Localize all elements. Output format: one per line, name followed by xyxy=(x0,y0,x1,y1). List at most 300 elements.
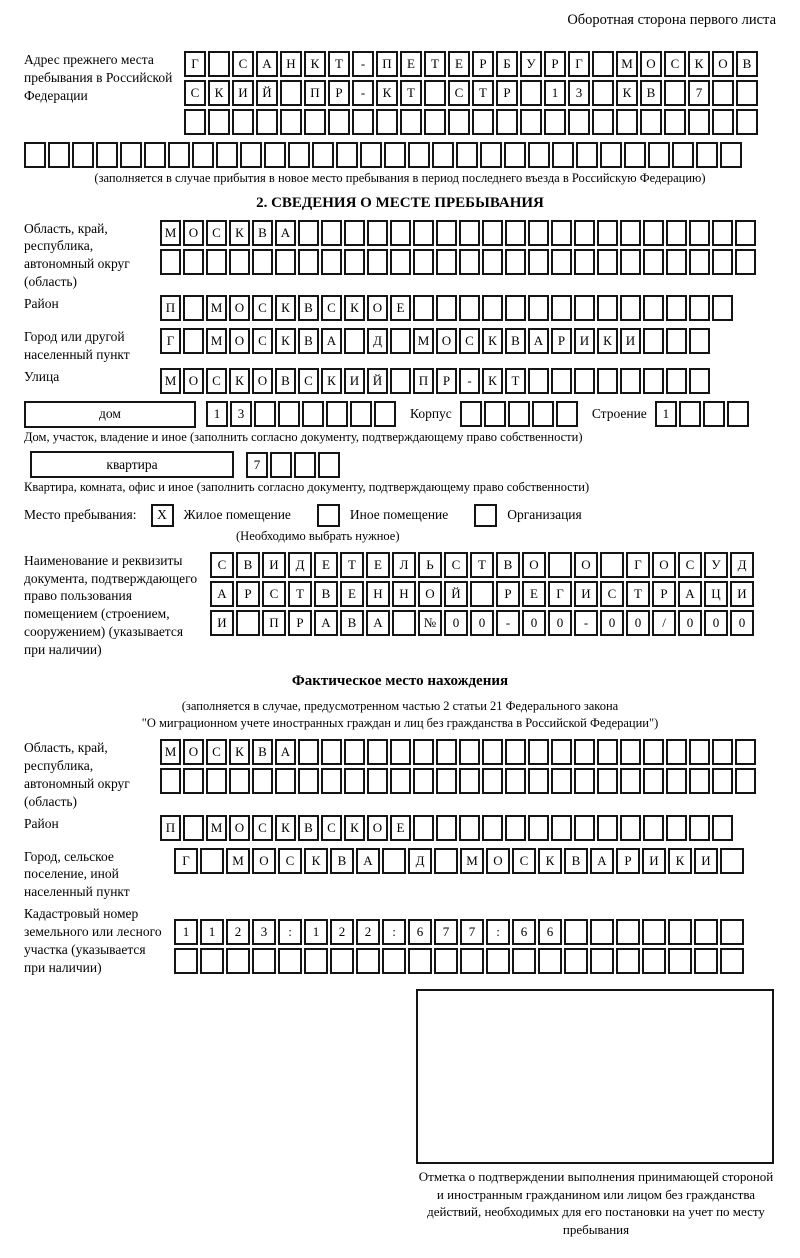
char-cell[interactable] xyxy=(275,249,296,275)
char-cell[interactable]: С xyxy=(321,815,342,841)
char-cell[interactable] xyxy=(551,739,572,765)
char-cell[interactable] xyxy=(620,815,641,841)
char-cell[interactable] xyxy=(504,142,526,168)
char-cell[interactable] xyxy=(590,919,614,945)
char-cell[interactable] xyxy=(459,249,480,275)
char-cell[interactable] xyxy=(192,142,214,168)
char-cell[interactable]: И xyxy=(574,581,598,607)
char-cell[interactable] xyxy=(597,739,618,765)
char-cell[interactable] xyxy=(643,328,664,354)
char-cell[interactable] xyxy=(226,948,250,974)
char-cell[interactable] xyxy=(551,295,572,321)
char-cell[interactable] xyxy=(288,142,310,168)
char-cell[interactable] xyxy=(689,368,710,394)
char-cell[interactable]: Й xyxy=(444,581,468,607)
char-cell[interactable]: Р xyxy=(436,368,457,394)
char-cell[interactable] xyxy=(551,768,572,794)
char-cell[interactable]: 6 xyxy=(538,919,562,945)
korpus-cells[interactable] xyxy=(460,401,578,427)
char-cell[interactable]: К xyxy=(597,328,618,354)
char-cell[interactable] xyxy=(528,368,549,394)
char-cell[interactable] xyxy=(712,80,734,106)
char-cell[interactable] xyxy=(216,142,238,168)
char-cell[interactable]: И xyxy=(620,328,641,354)
char-cell[interactable] xyxy=(694,948,718,974)
char-cell[interactable] xyxy=(321,220,342,246)
char-cell[interactable] xyxy=(556,401,578,427)
char-cell[interactable]: Р xyxy=(236,581,260,607)
char-cell[interactable] xyxy=(382,948,406,974)
char-cell[interactable]: А xyxy=(256,51,278,77)
char-cell[interactable] xyxy=(597,368,618,394)
char-cell[interactable]: 1 xyxy=(655,401,677,427)
char-cell[interactable]: / xyxy=(652,610,676,636)
char-cell[interactable]: О xyxy=(418,581,442,607)
fact-oblast-row-2[interactable] xyxy=(160,768,756,794)
char-cell[interactable] xyxy=(344,768,365,794)
char-cell[interactable] xyxy=(254,401,276,427)
char-cell[interactable] xyxy=(456,142,478,168)
char-cell[interactable]: Р xyxy=(496,80,518,106)
char-cell[interactable] xyxy=(616,919,640,945)
char-cell[interactable]: 7 xyxy=(460,919,484,945)
char-cell[interactable]: С xyxy=(206,220,227,246)
char-cell[interactable]: Т xyxy=(328,51,350,77)
char-cell[interactable]: О xyxy=(252,368,273,394)
char-cell[interactable] xyxy=(367,220,388,246)
char-cell[interactable]: П xyxy=(262,610,286,636)
char-cell[interactable]: О xyxy=(522,552,546,578)
char-cell[interactable] xyxy=(689,815,710,841)
char-cell[interactable] xyxy=(436,815,457,841)
char-cell[interactable] xyxy=(548,552,572,578)
char-cell[interactable]: 0 xyxy=(548,610,572,636)
char-cell[interactable] xyxy=(448,109,470,135)
char-cell[interactable]: Н xyxy=(392,581,416,607)
char-cell[interactable] xyxy=(512,948,536,974)
char-cell[interactable]: П xyxy=(413,368,434,394)
char-cell[interactable] xyxy=(312,142,334,168)
char-cell[interactable] xyxy=(168,142,190,168)
char-cell[interactable]: С xyxy=(252,328,273,354)
char-cell[interactable]: О xyxy=(486,848,510,874)
char-cell[interactable] xyxy=(270,452,292,478)
char-cell[interactable] xyxy=(304,109,326,135)
char-cell[interactable]: 0 xyxy=(730,610,754,636)
char-cell[interactable] xyxy=(208,51,230,77)
char-cell[interactable] xyxy=(689,249,710,275)
char-cell[interactable] xyxy=(538,948,562,974)
char-cell[interactable] xyxy=(229,249,250,275)
char-cell[interactable]: 1 xyxy=(200,919,224,945)
char-cell[interactable] xyxy=(184,109,206,135)
char-cell[interactable]: С xyxy=(448,80,470,106)
char-cell[interactable] xyxy=(720,142,742,168)
char-cell[interactable] xyxy=(505,220,526,246)
char-cell[interactable]: Л xyxy=(392,552,416,578)
char-cell[interactable]: В xyxy=(330,848,354,874)
char-cell[interactable] xyxy=(592,109,614,135)
char-cell[interactable]: И xyxy=(694,848,718,874)
char-cell[interactable]: Д xyxy=(408,848,432,874)
char-cell[interactable]: И xyxy=(574,328,595,354)
char-cell[interactable]: П xyxy=(304,80,326,106)
char-cell[interactable] xyxy=(592,80,614,106)
char-cell[interactable]: К xyxy=(482,368,503,394)
char-cell[interactable] xyxy=(551,368,572,394)
char-cell[interactable] xyxy=(24,142,46,168)
char-cell[interactable] xyxy=(712,109,734,135)
char-cell[interactable] xyxy=(436,739,457,765)
char-cell[interactable]: У xyxy=(704,552,728,578)
char-cell[interactable]: С xyxy=(278,848,302,874)
char-cell[interactable] xyxy=(564,919,588,945)
char-cell[interactable]: Е xyxy=(366,552,390,578)
char-cell[interactable]: С xyxy=(321,295,342,321)
char-cell[interactable]: 0 xyxy=(678,610,702,636)
char-cell[interactable] xyxy=(616,109,638,135)
char-cell[interactable]: А xyxy=(356,848,380,874)
zhiloe-checkbox[interactable]: X xyxy=(151,504,174,527)
char-cell[interactable]: 0 xyxy=(522,610,546,636)
char-cell[interactable] xyxy=(712,815,733,841)
prev-address-row-2[interactable] xyxy=(184,80,758,106)
char-cell[interactable]: Д xyxy=(367,328,388,354)
stroenie-cells[interactable] xyxy=(655,401,749,427)
char-cell[interactable] xyxy=(735,768,756,794)
char-cell[interactable] xyxy=(206,249,227,275)
char-cell[interactable]: Т xyxy=(340,552,364,578)
char-cell[interactable] xyxy=(642,919,666,945)
ulitsa-row[interactable] xyxy=(160,368,710,394)
char-cell[interactable] xyxy=(666,328,687,354)
char-cell[interactable]: М xyxy=(206,815,227,841)
char-cell[interactable]: О xyxy=(229,295,250,321)
char-cell[interactable] xyxy=(252,249,273,275)
char-cell[interactable]: С xyxy=(512,848,536,874)
char-cell[interactable]: Е xyxy=(400,51,422,77)
char-cell[interactable] xyxy=(592,51,614,77)
char-cell[interactable]: М xyxy=(413,328,434,354)
kvartira-cells[interactable] xyxy=(246,452,340,478)
char-cell[interactable] xyxy=(472,109,494,135)
char-cell[interactable] xyxy=(344,220,365,246)
char-cell[interactable] xyxy=(520,109,542,135)
gorod-row[interactable] xyxy=(160,328,710,354)
char-cell[interactable]: - xyxy=(352,80,374,106)
char-cell[interactable] xyxy=(712,220,733,246)
char-cell[interactable]: Т xyxy=(424,51,446,77)
char-cell[interactable] xyxy=(727,401,749,427)
char-cell[interactable]: М xyxy=(160,739,181,765)
char-cell[interactable] xyxy=(336,142,358,168)
char-cell[interactable] xyxy=(374,401,396,427)
char-cell[interactable] xyxy=(643,295,664,321)
char-cell[interactable] xyxy=(574,768,595,794)
char-cell[interactable]: Г xyxy=(160,328,181,354)
char-cell[interactable]: К xyxy=(344,295,365,321)
char-cell[interactable]: 0 xyxy=(704,610,728,636)
doc-row-2[interactable] xyxy=(210,581,754,607)
char-cell[interactable] xyxy=(408,948,432,974)
char-cell[interactable] xyxy=(694,919,718,945)
char-cell[interactable] xyxy=(712,739,733,765)
char-cell[interactable]: : xyxy=(382,919,406,945)
char-cell[interactable] xyxy=(597,295,618,321)
char-cell[interactable] xyxy=(278,401,300,427)
char-cell[interactable] xyxy=(551,220,572,246)
char-cell[interactable] xyxy=(643,815,664,841)
char-cell[interactable] xyxy=(344,249,365,275)
char-cell[interactable] xyxy=(643,249,664,275)
char-cell[interactable]: К xyxy=(482,328,503,354)
char-cell[interactable] xyxy=(597,220,618,246)
char-cell[interactable] xyxy=(460,401,482,427)
char-cell[interactable] xyxy=(648,142,670,168)
char-cell[interactable] xyxy=(597,249,618,275)
char-cell[interactable]: Т xyxy=(288,581,312,607)
char-cell[interactable]: А xyxy=(275,220,296,246)
char-cell[interactable] xyxy=(48,142,70,168)
char-cell[interactable]: Е xyxy=(314,552,338,578)
char-cell[interactable] xyxy=(236,610,260,636)
char-cell[interactable] xyxy=(390,328,411,354)
char-cell[interactable]: А xyxy=(210,581,234,607)
char-cell[interactable] xyxy=(352,109,374,135)
char-cell[interactable]: Й xyxy=(256,80,278,106)
char-cell[interactable] xyxy=(367,739,388,765)
char-cell[interactable] xyxy=(280,80,302,106)
char-cell[interactable]: Р xyxy=(472,51,494,77)
char-cell[interactable]: 7 xyxy=(246,452,268,478)
char-cell[interactable] xyxy=(252,768,273,794)
char-cell[interactable] xyxy=(508,401,530,427)
char-cell[interactable]: Г xyxy=(548,581,572,607)
char-cell[interactable] xyxy=(294,452,316,478)
char-cell[interactable] xyxy=(413,739,434,765)
char-cell[interactable] xyxy=(703,401,725,427)
char-cell[interactable] xyxy=(206,768,227,794)
char-cell[interactable] xyxy=(696,142,718,168)
char-cell[interactable] xyxy=(590,948,614,974)
char-cell[interactable]: И xyxy=(730,581,754,607)
char-cell[interactable]: 0 xyxy=(626,610,650,636)
char-cell[interactable]: Н xyxy=(280,51,302,77)
char-cell[interactable] xyxy=(712,768,733,794)
char-cell[interactable] xyxy=(505,295,526,321)
char-cell[interactable] xyxy=(183,295,204,321)
char-cell[interactable]: М xyxy=(160,220,181,246)
char-cell[interactable] xyxy=(413,220,434,246)
char-cell[interactable] xyxy=(528,815,549,841)
char-cell[interactable]: 2 xyxy=(330,919,354,945)
char-cell[interactable] xyxy=(434,948,458,974)
char-cell[interactable]: К xyxy=(229,368,250,394)
char-cell[interactable]: О xyxy=(183,739,204,765)
char-cell[interactable]: И xyxy=(344,368,365,394)
char-cell[interactable] xyxy=(424,80,446,106)
char-cell[interactable]: : xyxy=(486,919,510,945)
dom-type-box[interactable]: дом xyxy=(24,401,196,428)
char-cell[interactable]: П xyxy=(160,815,181,841)
char-cell[interactable] xyxy=(326,401,348,427)
char-cell[interactable]: : xyxy=(278,919,302,945)
char-cell[interactable] xyxy=(600,142,622,168)
char-cell[interactable] xyxy=(344,739,365,765)
kadastr-row-2[interactable] xyxy=(174,948,744,974)
char-cell[interactable]: О xyxy=(574,552,598,578)
char-cell[interactable] xyxy=(643,368,664,394)
char-cell[interactable] xyxy=(160,249,181,275)
char-cell[interactable]: О xyxy=(183,220,204,246)
prev-address-row-3[interactable] xyxy=(184,109,758,135)
char-cell[interactable]: Е xyxy=(390,815,411,841)
char-cell[interactable]: Ь xyxy=(418,552,442,578)
char-cell[interactable] xyxy=(278,948,302,974)
char-cell[interactable] xyxy=(183,249,204,275)
char-cell[interactable]: В xyxy=(505,328,526,354)
char-cell[interactable]: С xyxy=(206,739,227,765)
char-cell[interactable]: Р xyxy=(652,581,676,607)
char-cell[interactable]: Р xyxy=(328,80,350,106)
char-cell[interactable]: Р xyxy=(496,581,520,607)
char-cell[interactable]: - xyxy=(574,610,598,636)
prev-address-row-4[interactable] xyxy=(24,142,776,168)
inoe-checkbox[interactable] xyxy=(317,504,340,527)
char-cell[interactable]: 0 xyxy=(470,610,494,636)
char-cell[interactable] xyxy=(643,739,664,765)
char-cell[interactable]: С xyxy=(252,815,273,841)
char-cell[interactable] xyxy=(643,768,664,794)
char-cell[interactable] xyxy=(574,739,595,765)
char-cell[interactable]: Г xyxy=(174,848,198,874)
char-cell[interactable] xyxy=(183,328,204,354)
char-cell[interactable] xyxy=(96,142,118,168)
char-cell[interactable]: О xyxy=(229,815,250,841)
char-cell[interactable]: В xyxy=(252,739,273,765)
char-cell[interactable] xyxy=(528,249,549,275)
char-cell[interactable] xyxy=(576,142,598,168)
char-cell[interactable]: А xyxy=(528,328,549,354)
char-cell[interactable]: О xyxy=(652,552,676,578)
char-cell[interactable] xyxy=(620,220,641,246)
char-cell[interactable]: К xyxy=(275,328,296,354)
char-cell[interactable] xyxy=(486,948,510,974)
char-cell[interactable] xyxy=(666,220,687,246)
char-cell[interactable] xyxy=(720,948,744,974)
char-cell[interactable] xyxy=(280,109,302,135)
char-cell[interactable]: - xyxy=(459,368,480,394)
char-cell[interactable] xyxy=(459,768,480,794)
char-cell[interactable]: О xyxy=(436,328,457,354)
char-cell[interactable]: 3 xyxy=(230,401,252,427)
char-cell[interactable] xyxy=(642,948,666,974)
char-cell[interactable] xyxy=(72,142,94,168)
char-cell[interactable]: В xyxy=(640,80,662,106)
char-cell[interactable]: Т xyxy=(472,80,494,106)
char-cell[interactable]: Е xyxy=(522,581,546,607)
char-cell[interactable]: М xyxy=(226,848,250,874)
char-cell[interactable] xyxy=(544,109,566,135)
char-cell[interactable]: Г xyxy=(568,51,590,77)
char-cell[interactable]: Е xyxy=(390,295,411,321)
char-cell[interactable]: 3 xyxy=(252,919,276,945)
dom-number-cells[interactable] xyxy=(206,401,396,427)
char-cell[interactable] xyxy=(318,452,340,478)
char-cell[interactable]: О xyxy=(229,328,250,354)
char-cell[interactable]: В xyxy=(275,368,296,394)
char-cell[interactable]: Р xyxy=(551,328,572,354)
char-cell[interactable] xyxy=(298,220,319,246)
char-cell[interactable] xyxy=(679,401,701,427)
char-cell[interactable]: О xyxy=(640,51,662,77)
char-cell[interactable]: С xyxy=(206,368,227,394)
fact-gorod-row[interactable] xyxy=(174,848,744,874)
char-cell[interactable] xyxy=(552,142,574,168)
char-cell[interactable] xyxy=(666,815,687,841)
char-cell[interactable]: К xyxy=(304,51,326,77)
char-cell[interactable]: В xyxy=(496,552,520,578)
char-cell[interactable]: Р xyxy=(288,610,312,636)
char-cell[interactable] xyxy=(482,815,503,841)
char-cell[interactable] xyxy=(574,295,595,321)
char-cell[interactable] xyxy=(400,109,422,135)
char-cell[interactable]: М xyxy=(206,328,227,354)
char-cell[interactable]: Г xyxy=(626,552,650,578)
char-cell[interactable] xyxy=(390,220,411,246)
prev-address-row-1[interactable] xyxy=(184,51,758,77)
char-cell[interactable]: С xyxy=(459,328,480,354)
char-cell[interactable]: К xyxy=(688,51,710,77)
char-cell[interactable]: 7 xyxy=(434,919,458,945)
char-cell[interactable] xyxy=(459,295,480,321)
char-cell[interactable]: К xyxy=(616,80,638,106)
char-cell[interactable] xyxy=(666,295,687,321)
char-cell[interactable] xyxy=(735,249,756,275)
char-cell[interactable] xyxy=(532,401,554,427)
char-cell[interactable] xyxy=(528,142,550,168)
char-cell[interactable]: Р xyxy=(616,848,640,874)
char-cell[interactable]: В xyxy=(736,51,758,77)
char-cell[interactable] xyxy=(367,249,388,275)
char-cell[interactable]: У xyxy=(520,51,542,77)
char-cell[interactable] xyxy=(144,142,166,168)
char-cell[interactable] xyxy=(735,220,756,246)
char-cell[interactable] xyxy=(367,768,388,794)
char-cell[interactable]: № xyxy=(418,610,442,636)
char-cell[interactable] xyxy=(551,249,572,275)
char-cell[interactable] xyxy=(459,815,480,841)
char-cell[interactable] xyxy=(413,815,434,841)
char-cell[interactable] xyxy=(484,401,506,427)
char-cell[interactable] xyxy=(620,368,641,394)
char-cell[interactable] xyxy=(624,142,646,168)
org-checkbox[interactable] xyxy=(474,504,497,527)
char-cell[interactable]: 0 xyxy=(444,610,468,636)
char-cell[interactable] xyxy=(459,739,480,765)
char-cell[interactable]: С xyxy=(664,51,686,77)
char-cell[interactable] xyxy=(672,142,694,168)
char-cell[interactable] xyxy=(208,109,230,135)
char-cell[interactable]: С xyxy=(298,368,319,394)
char-cell[interactable]: 2 xyxy=(356,919,380,945)
char-cell[interactable] xyxy=(568,109,590,135)
char-cell[interactable] xyxy=(505,815,526,841)
char-cell[interactable]: К xyxy=(321,368,342,394)
char-cell[interactable] xyxy=(413,249,434,275)
char-cell[interactable]: В xyxy=(298,295,319,321)
char-cell[interactable] xyxy=(736,80,758,106)
